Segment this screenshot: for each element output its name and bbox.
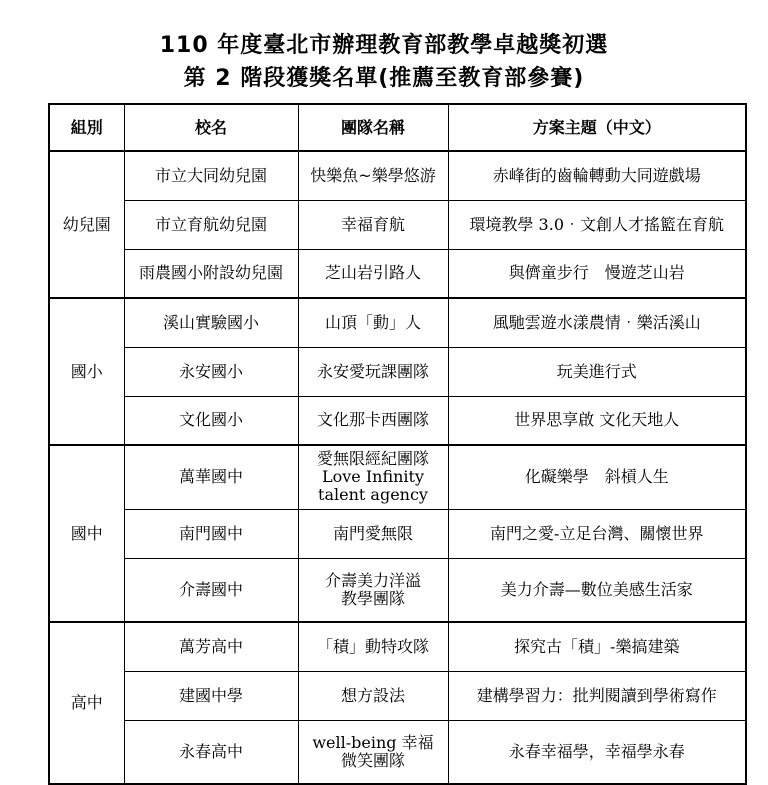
theme-cell: 美力介壽—數位美感生活家 <box>448 558 746 622</box>
school-cell: 永春高中 <box>124 720 298 784</box>
team-name-line: 「積」動特攻隊 <box>316 636 429 656</box>
table-row <box>49 671 746 720</box>
team-name-line: 永安愛玩課團隊 <box>316 361 429 381</box>
team-name-line: well-being 幸福 <box>312 732 434 752</box>
school-cell: 市立育航幼兒園 <box>124 200 298 249</box>
team-name-line: 想方設法 <box>340 685 405 705</box>
document-title-line1: 110 年度臺北市辦理教育部教學卓越獎初選 <box>159 33 609 58</box>
school-cell: 萬華國中 <box>124 445 298 509</box>
table-row <box>49 298 746 347</box>
team-name-line: 幸福育航 <box>340 214 405 234</box>
theme-cell: 與儕童步行 慢遊芝山岩 <box>448 249 746 298</box>
theme-cell: 赤峰街的齒輪轉動大同遊戲場 <box>448 151 746 200</box>
table-row <box>49 558 746 622</box>
school-cell: 南門國中 <box>124 509 298 558</box>
group-cell: 幼兒園 <box>49 151 124 298</box>
table-row <box>49 445 746 509</box>
theme-cell: 玩美進行式 <box>448 347 746 396</box>
theme-cell: 永春幸福學，幸福學永春 <box>448 720 746 784</box>
school-cell: 文化國小 <box>124 396 298 445</box>
theme-cell: 探究古「積」-樂搞建築 <box>448 622 746 671</box>
team-cell <box>298 558 448 622</box>
team-cell <box>298 445 448 509</box>
header-group: 組別 <box>49 104 124 151</box>
table-header-row <box>49 104 746 151</box>
team-cell <box>298 509 448 558</box>
theme-cell: 世界思享啟 文化天地人 <box>448 396 746 445</box>
table-row <box>49 396 746 445</box>
team-cell <box>298 249 448 298</box>
team-cell <box>298 720 448 784</box>
team-cell <box>298 298 448 347</box>
school-cell: 介壽國中 <box>124 558 298 622</box>
team-name-line: 南門愛無限 <box>332 523 413 543</box>
team-cell <box>298 200 448 249</box>
team-cell <box>298 151 448 200</box>
school-cell: 萬芳高中 <box>124 622 298 671</box>
header-team: 團隊名稱 <box>298 104 448 151</box>
team-name-line: 介壽美力洋溢 <box>324 570 421 590</box>
theme-cell: 風馳雲遊水漾農情‧樂活溪山 <box>448 298 746 347</box>
theme-cell: 環境教學 3.0‧文創人才搖籃在育航 <box>448 200 746 249</box>
school-cell: 溪山實驗國小 <box>124 298 298 347</box>
team-name-line: 微笑團隊 <box>340 750 405 770</box>
school-cell: 市立大同幼兒園 <box>124 151 298 200</box>
theme-cell: 化礙樂學 斜槓人生 <box>448 445 746 509</box>
table-row <box>49 200 746 249</box>
award-table <box>48 103 747 785</box>
theme-cell: 南門之愛-立足台灣、關懷世界 <box>448 509 746 558</box>
team-cell <box>298 347 448 396</box>
group-cell: 國中 <box>49 445 124 622</box>
team-name-line: 山頂「動」人 <box>324 312 421 332</box>
team-name-line: 教學團隊 <box>340 588 405 608</box>
group-cell: 高中 <box>49 622 124 784</box>
table-row <box>49 151 746 200</box>
team-cell <box>298 396 448 445</box>
table-row <box>49 622 746 671</box>
header-school: 校名 <box>124 104 298 151</box>
school-cell: 建國中學 <box>124 671 298 720</box>
group-cell: 國小 <box>49 298 124 445</box>
table-row <box>49 347 746 396</box>
school-cell: 雨農國小附設幼兒園 <box>124 249 298 298</box>
theme-cell: 建構學習力：批判閱讀到學術寫作 <box>448 671 746 720</box>
team-cell <box>298 671 448 720</box>
table-row <box>49 249 746 298</box>
team-name-line: 文化那卡西團隊 <box>316 410 429 430</box>
header-theme: 方案主題（中文） <box>448 104 746 151</box>
team-cell <box>298 622 448 671</box>
team-name-line: 快樂魚~樂學悠游 <box>310 165 436 185</box>
team-name-line: Love Infinity <box>321 467 425 487</box>
team-name-line: 愛無限經紀團隊 <box>316 449 429 469</box>
school-cell: 永安國小 <box>124 347 298 396</box>
table-row <box>49 509 746 558</box>
document-title-line2: 第 2 階段獲獎名單(推薦至教育部參賽) <box>183 66 585 91</box>
table-row <box>49 720 746 784</box>
team-name-line: talent agency <box>318 485 428 505</box>
team-name-line: 芝山岩引路人 <box>324 263 421 283</box>
